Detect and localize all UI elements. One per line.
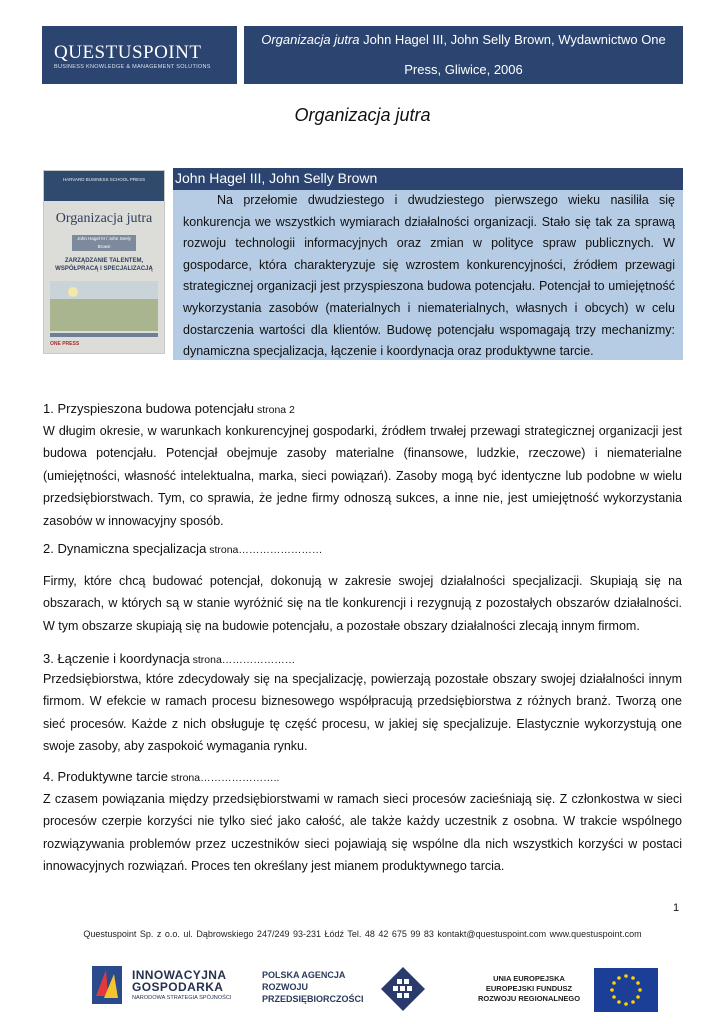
- citation-book-title: Organizacja jutra: [261, 32, 360, 47]
- document-title: Organizacja jutra: [294, 105, 431, 125]
- citation-line-1: [244, 32, 683, 47]
- section-1-text: W długim okresie, w warunkach konkurencyjnej gospodarki, źródłem trwałej przewagi strategicznej organizacji jest budowa potencjału. Potencjał obejmuje zasoby materialne (finansowe, ludzkie, rzeczowe) i niematerialne (umiejętności, własność intelektualna, marka, sieci powiązań). Zasoby mogą być identyczne lub podobne w wielu przedsiębiorstwach. Tym, co sprawia, że jedne firmy odnoszą sukces, a inne nie, jest umiejętność wykorzystania zasobów w innowacyjny sposób.: [43, 424, 682, 528]
- summary-authors-bar: John Hagel III, John Selly Brown: [173, 168, 683, 190]
- book-cover-title: Organizacja jutra: [55, 211, 153, 226]
- section-4-title: 4. Produktywne tarcie: [43, 769, 169, 784]
- ig-flag-icon: [92, 966, 122, 1004]
- citation-line-2: Press, Gliwice, 2006: [404, 62, 523, 77]
- book-cover-authors: John Hagel III / John Seely Brown: [72, 235, 136, 251]
- parp-logo-line-3: PRZEDSIĘBIORCZOŚCI: [262, 994, 364, 1004]
- citation-authors-publisher: John Hagel III, John Selly Brown, Wydawnictwo One: [359, 32, 666, 47]
- section-2-title: 2. Dynamiczna specjalizacja: [43, 541, 207, 556]
- section-1-title: 1. Przyspieszona budowa potencjału: [43, 401, 255, 416]
- section-4-page-ref: strona…………………..: [168, 772, 280, 784]
- eu-flag-icon: [594, 968, 658, 1012]
- ig-logo-line-2: GOSPODARKA: [132, 980, 224, 994]
- parp-diamond-icon: [380, 966, 426, 1012]
- citation-header: [244, 26, 683, 84]
- parp-logo-line-1: POLSKA AGENCJA: [262, 970, 346, 980]
- eu-logo-line-1: UNIA EUROPEJSKA: [493, 974, 565, 983]
- eu-logo-line-2: EUROPEJSKI FUNDUSZ: [485, 984, 573, 993]
- book-cover-strip: [50, 333, 158, 337]
- summary-text: Na przełomie dwudziestego i dwudziestego pierwszego wieku nasiliła się konkurencja we wszystkich wymiarach działalności organizacji. Stało się tak za sprawą rozwoju technologii informacyjnych oraz zmian w polityce spraw publicznych. W gospodarce, która charakteryzuje się wzrostem konkurencyjności, źródłem przewagi strategicznej organizacji jest przyspieszona budowa potencjału. Potencjał to umiejętność wykorzystania zasobów (materialnych i niematerialnych, własnych i obcych) w celu dostarczenia wartości dla klientów. Budowę potencjału wspomagają trzy mechanizmy: dynamiczna specjalizacja, łączenie i koordynacja oraz produktywne tarcie.: [183, 193, 675, 359]
- book-cover-subtitle-line-1: ZARZĄDZANIE TALENTEM,: [64, 258, 144, 264]
- questuspoint-logo: [42, 26, 237, 84]
- book-cover-illustration: [50, 281, 158, 331]
- book-cover-image: [43, 170, 165, 354]
- section-3-page-ref: strona…………………: [189, 654, 296, 666]
- section-4-text: Z czasem powiązania między przedsiębiorstwami w ramach sieci procesów zacieśniają się. Z członkostwa w sieci procesów czerpie korzyści nie tylko sieć jako całość, ale także każdy uczestnik z osobna. W trakcie wspólnego rozwiązywania problemów przez uczestników sieci pojawiają się wspólne dla nich wszystkich korzyści w postaci innowacyjnych rozwiązań. Proces ten określany jest mianem produktywnego tarcia.: [43, 792, 682, 874]
- book-cover-publisher: ONE PRESS: [50, 341, 80, 347]
- parp-logo-line-2: ROZWOJU: [262, 982, 308, 992]
- company-footer: Questuspoint Sp. z o.o. ul. Dąbrowskiego 247/249 93-231 Łódź Tel. 48 42 675 99 83 kontakt@questuspoint.com www.questuspoint.com: [83, 929, 642, 939]
- section-3-title: 3. Łączenie i koordynacja: [43, 651, 190, 666]
- logo-tagline: BUSINESS KNOWLEDGE & MANAGEMENT SOLUTIONS: [54, 64, 211, 70]
- section-2-page-ref: strona……………………: [206, 544, 323, 556]
- section-2-heading: [43, 541, 322, 556]
- ig-logo-line-3: NARODOWA STRATEGIA SPÓJNOŚCI: [132, 995, 232, 1001]
- book-cover-subtitle-line-2: WSPÓŁPRACĄ I SPECJALIZACJĄ: [55, 266, 153, 272]
- eu-logo: [470, 966, 680, 1012]
- section-3-text: Przedsiębiorstwa, które zdecydowały się na specjalizację, powierzają pozostałe obszary swojej działalności innym firmom. W efekcie w ramach procesu biznesowego współpracują przedsiębiorstwa z różnych branż. Tworzą one sieć procesów. Każde z nich obsługuje tę część procesu, w jakiej się specjalizuje. Elastycznie wykorzystują one swoje zasoby, aby zaspokoić wymagania rynku.: [43, 672, 682, 754]
- illustration-balloon: [68, 287, 78, 297]
- book-cover-subtitle: [44, 257, 164, 273]
- section-3-heading: [43, 651, 295, 666]
- illustration-sky: [50, 281, 158, 299]
- page-number: 1: [673, 902, 680, 914]
- section-4-heading: [43, 769, 279, 784]
- ig-logo-line-1: INNOWACYJNA: [132, 968, 227, 982]
- section-1-page-ref: strona 2: [254, 404, 295, 416]
- section-1-heading: [43, 401, 295, 416]
- book-cover-series: HARVARD BUSINESS SCHOOL PRESS: [44, 171, 164, 201]
- logo-name: QUESTUSPOINT: [54, 42, 202, 63]
- parp-logo: [262, 966, 452, 1012]
- summary-box: [173, 190, 683, 360]
- innowacyjna-gospodarka-logo: [92, 960, 262, 1010]
- section-2-text: Firmy, które chcą budować potencjał, dokonują w zakresie swojej działalności specjalizacji. Skupiają się na obszarach, w których są w stanie wyróżnić się na tle konkurencji i rezygnują z pozostałych obszarów działalności. W tym obszarze skupiają się na budowie potencjału, a pozostałe obszary działalności zlecają innym firmom.: [43, 574, 682, 633]
- eu-logo-line-3: ROZWOJU REGIONALNEGO: [477, 994, 581, 1003]
